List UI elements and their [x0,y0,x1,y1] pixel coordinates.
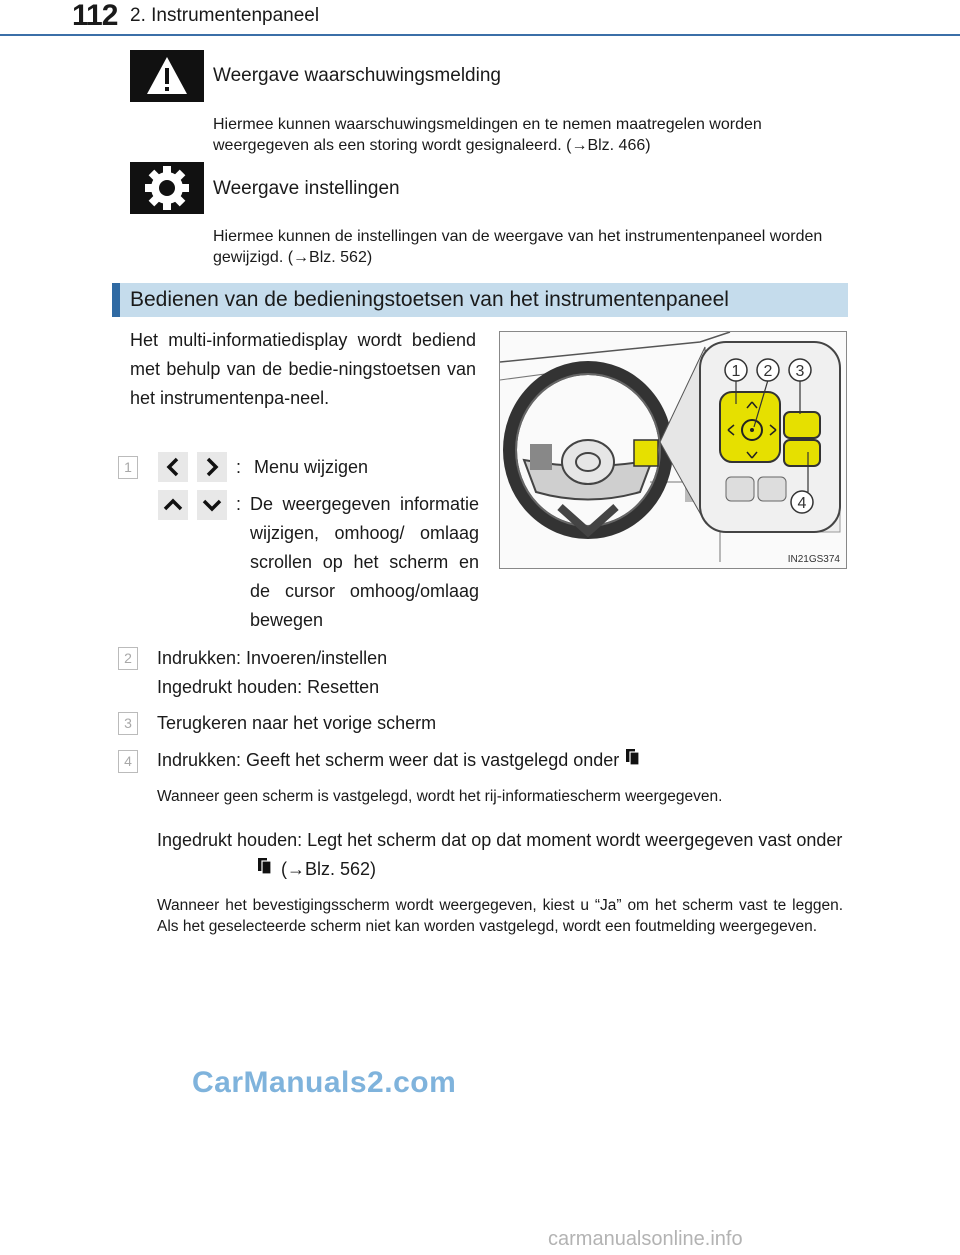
hold-reset-text: Ingedrukt houden: Resetten [157,677,380,697]
footer-watermark: carmanualsonline.info [548,1228,743,1250]
header-divider [0,34,960,36]
settings-display-title: Weergave instellingen [213,178,400,199]
list-number-3: 3 [118,712,138,735]
steering-wheel-illustration [499,331,847,569]
settings-display-description: Hiermee kunnen de instellingen van de weergave van het instrumentenpaneel worden gewijzigd. (→Blz. 562) [213,228,823,266]
hold-register-text-a: Ingedrukt houden: Legt het scherm dat op dat moment wordt weergegeven vast onder [157,830,843,850]
scroll-info-text: De weergegeven informatie wijzigen, omhoog/ omlaag scrollen op het scherm en de cursor omhoog/omlaag bewegen [250,494,479,630]
hold-register-ref: (→Blz. 562) [281,859,377,879]
warning-triangle-icon [130,50,204,102]
press-registered-note: Wanneer geen scherm is vastgelegd, wordt het rij-informatiescherm weergegeven. [157,788,723,805]
chevron-up-icon [158,490,188,520]
section-banner-accent [112,283,120,317]
list-number-4: 4 [118,750,138,773]
page-number: 112 [72,0,118,32]
intro-paragraph: Het multi-informatiedisplay wordt bediend met behulp van de bedie-ningstoetsen van het instrumentenpa-neel. [130,330,476,408]
list-colon: : [236,457,242,477]
settings-icon-box [130,162,204,214]
hold-register-note: Wanneer het bevestigingsscherm wordt weergegeven, kiest u “Ja” om het scherm vast te leggen. Als het geselecteerde scherm niet kan worden vastgelegd, wordt een foutmelding weergegeven. [157,897,843,935]
press-registered-text [157,746,644,776]
callout-4: 4 [797,495,807,512]
steering-wheel-drawing [500,332,846,568]
watermark-logo: CarManuals2.com [192,1066,457,1099]
back-screen-text: Terugkeren naar het vorige scherm [157,713,437,733]
chevron-down-icon [197,490,227,520]
list-number-2: 2 [118,647,138,670]
list-number-1: 1 [118,456,138,479]
chevron-right-icon [197,452,227,482]
warning-display-description: Hiermee kunnen waarschuwingsmeldingen en te nemen maatregelen worden weergegeven als een storing wordt gesignaleerd. (→Blz. 466) [213,116,762,154]
menu-change-text: Menu wijzigen [254,457,369,477]
hold-register-icon-row [256,855,376,885]
press-enter-text: Indrukken: Invoeren/instellen [157,648,388,668]
illustration-code: IN21GS374 [787,554,840,565]
screen-stack-icon [256,856,276,885]
gear-icon [130,162,204,214]
section-header: 2. Instrumentenpaneel [130,5,320,26]
chevron-left-icon [158,452,188,482]
callout-1: 1 [731,363,741,380]
warning-icon-box [130,50,204,102]
list-colon: : [236,494,242,514]
callout-2: 2 [763,363,773,380]
press-registered-label: Indrukken: Geeft het scherm weer dat is vastgelegd onder [157,750,620,770]
section-title: Bedienen van de bedieningstoetsen van het instrumentenpaneel [130,288,729,311]
screen-stack-icon [624,747,644,776]
warning-display-title: Weergave waarschuwingsmelding [213,65,501,86]
callout-3: 3 [795,363,805,380]
